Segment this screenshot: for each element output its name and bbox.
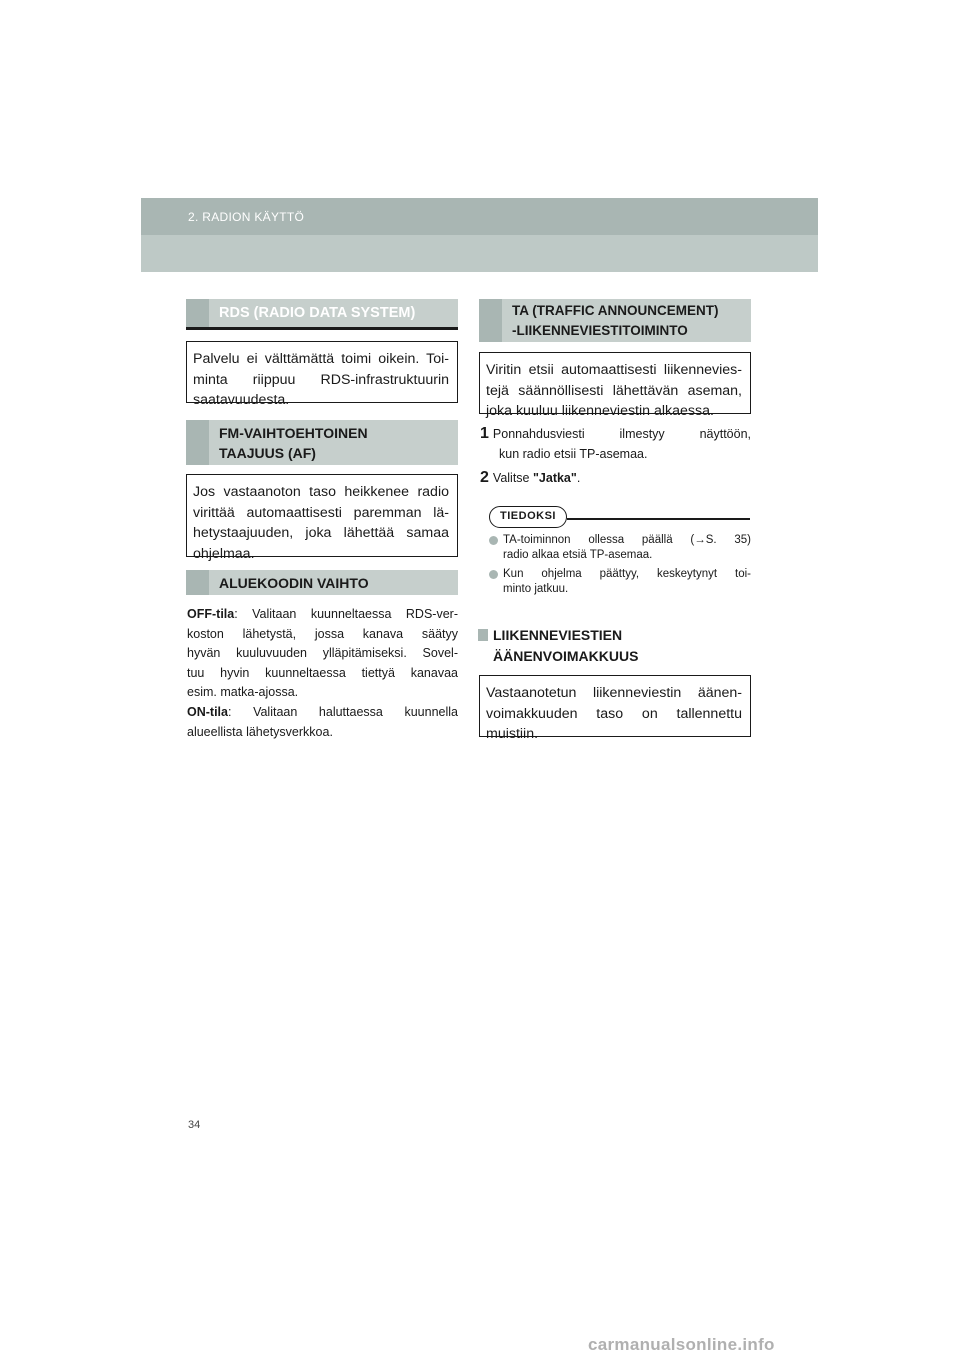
bullet-icon bbox=[489, 536, 498, 545]
rds-heading bbox=[186, 299, 458, 330]
note-badge: TIEDOKSI bbox=[489, 506, 567, 528]
step-2-number: 2 bbox=[480, 469, 489, 486]
chapter-header bbox=[141, 198, 818, 272]
note-item: TA-toiminnon ollessa päällä (→S. 35) radio alkaa etsiä TP-asemaa. bbox=[489, 533, 751, 563]
volume-heading: LIIKENNEVIESTIEN ÄÄNENVOIMAKKUUS bbox=[478, 625, 638, 667]
step-1: 1 Ponnahdusviesti ilmestyy näyttöön, kun radio etsii TP-asemaa. bbox=[480, 425, 751, 461]
ta-heading bbox=[479, 299, 751, 342]
bullet-icon bbox=[489, 570, 498, 579]
region-heading-text: ALUEKOODIN VAIHTO bbox=[219, 575, 369, 591]
off-mode-text: OFF-tila: Valitaan kuunneltaessa RDS-ver- koston lähetystä, jossa kanava säätyy hyvän kuuluvuuden ylläpitämiseksi. Sovel- tuu hyvin kuunneltaessa tiettyä kanavaa esim. matka-ajossa. bbox=[187, 607, 458, 699]
step-1-number: 1 bbox=[480, 425, 489, 442]
ta-heading-text: TA (TRAFFIC ANNOUNCEMENT) -LIIKENNEVIESTITOIMINTO bbox=[512, 303, 719, 338]
af-heading-text: FM-VAIHTOEHTOINEN TAAJUUS (AF) bbox=[219, 425, 368, 461]
ta-info-box: Viritin etsii automaattisesti liikennevies- tejä säännöllisesti lähettävän aseman, joka kuuluu liikenneviestin alkaessa. bbox=[479, 352, 751, 414]
af-info-box: Jos vastaanoton taso heikkenee radio virittää automaattisesti paremman lä- hetystaajuuden, joka lähettää samaa ohjelmaa. bbox=[186, 474, 458, 557]
watermark: carmanualsonline.info bbox=[588, 1335, 775, 1354]
chapter-title: 2. RADION KÄYTTÖ bbox=[188, 210, 305, 224]
volume-info-box: Vastaanotetun liikenneviestin äänen- voimakkuuden taso on tallennettu muistiin. bbox=[479, 675, 751, 737]
rds-heading-text: RDS (RADIO DATA SYSTEM) bbox=[219, 305, 416, 321]
page-number: 34 bbox=[188, 1119, 201, 1131]
note-divider bbox=[567, 518, 750, 520]
on-mode-text: ON-tila: Valitaan haluttaessa kuunnella alueellista lähetysverkkoa. bbox=[187, 705, 458, 739]
af-heading bbox=[186, 420, 458, 465]
rds-info-box: Palvelu ei välttämättä toimi oikein. Toi- minta riippuu RDS-infrastruktuurin saatavuudesta. bbox=[186, 341, 458, 403]
square-bullet-icon bbox=[478, 629, 488, 641]
step-2: 2 Valitse "Jatka". bbox=[480, 469, 581, 486]
note-item: Kun ohjelma päättyy, keskeytynyt toi- minto jatkuu. bbox=[489, 567, 751, 597]
region-heading bbox=[186, 570, 458, 595]
